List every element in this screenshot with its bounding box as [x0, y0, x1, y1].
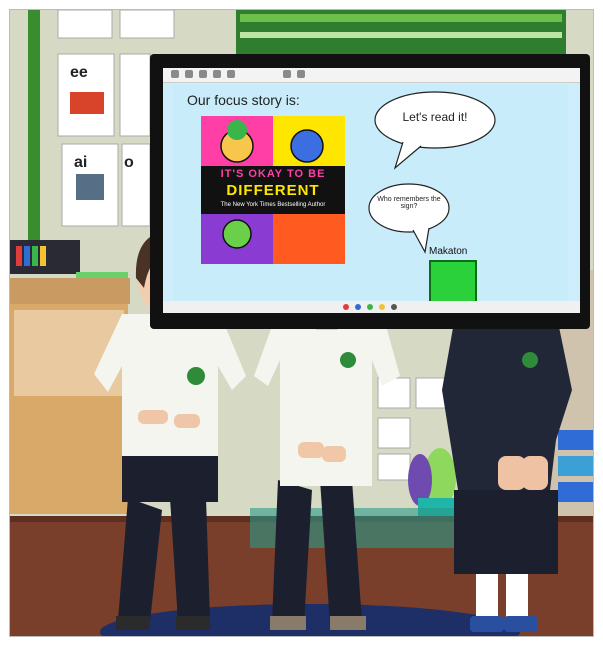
- wall-card-ee-picture: [70, 92, 104, 114]
- speech-bubble-main-text: Let's read it!: [402, 110, 468, 124]
- app-icon: [343, 304, 349, 310]
- undo-icon: [297, 70, 305, 78]
- app-icon: [379, 304, 385, 310]
- cabinet-top: [10, 278, 130, 304]
- wall-card: [120, 54, 150, 136]
- photo-frame: [10, 10, 593, 636]
- whiteboard-taskbar: [163, 301, 580, 313]
- wall-card: [120, 10, 174, 38]
- shape-icon: [213, 70, 221, 78]
- wall-card-oa-text: o: [124, 154, 134, 171]
- wall-card-ee-text: ee: [70, 64, 88, 81]
- select-icon: [283, 70, 291, 78]
- slide: [173, 84, 568, 309]
- text-icon: [227, 70, 235, 78]
- wall-card-ai-picture: [76, 174, 104, 200]
- app-icon: [355, 304, 361, 310]
- interactive-whiteboard: [150, 54, 590, 329]
- whiteboard-toolbar: [163, 68, 580, 83]
- book-title-line1: IT'S OKAY TO BE: [220, 168, 326, 180]
- slide-title: Our focus story is:: [187, 92, 300, 108]
- wall-sign-card: [378, 418, 410, 448]
- wall-card: [58, 10, 112, 38]
- makaton-label: Makaton: [429, 246, 468, 257]
- wall-card-ai-text: ai: [74, 154, 88, 171]
- wall-sign-card: [378, 454, 410, 480]
- book-author-line: The New York Times Bestselling Author: [220, 202, 326, 208]
- green-border-left: [28, 10, 40, 260]
- app-icon: [391, 304, 397, 310]
- whiteboard-screen: [163, 68, 580, 313]
- smartboard-tool-icon: [171, 70, 179, 78]
- speech-bubble-sign-text: Who remembers the sign?: [377, 196, 441, 210]
- book-title-line2: DIFFERENT: [226, 182, 320, 199]
- eraser-icon: [199, 70, 207, 78]
- pen-icon: [185, 70, 193, 78]
- app-icon: [367, 304, 373, 310]
- speech-bubbles: [173, 84, 568, 309]
